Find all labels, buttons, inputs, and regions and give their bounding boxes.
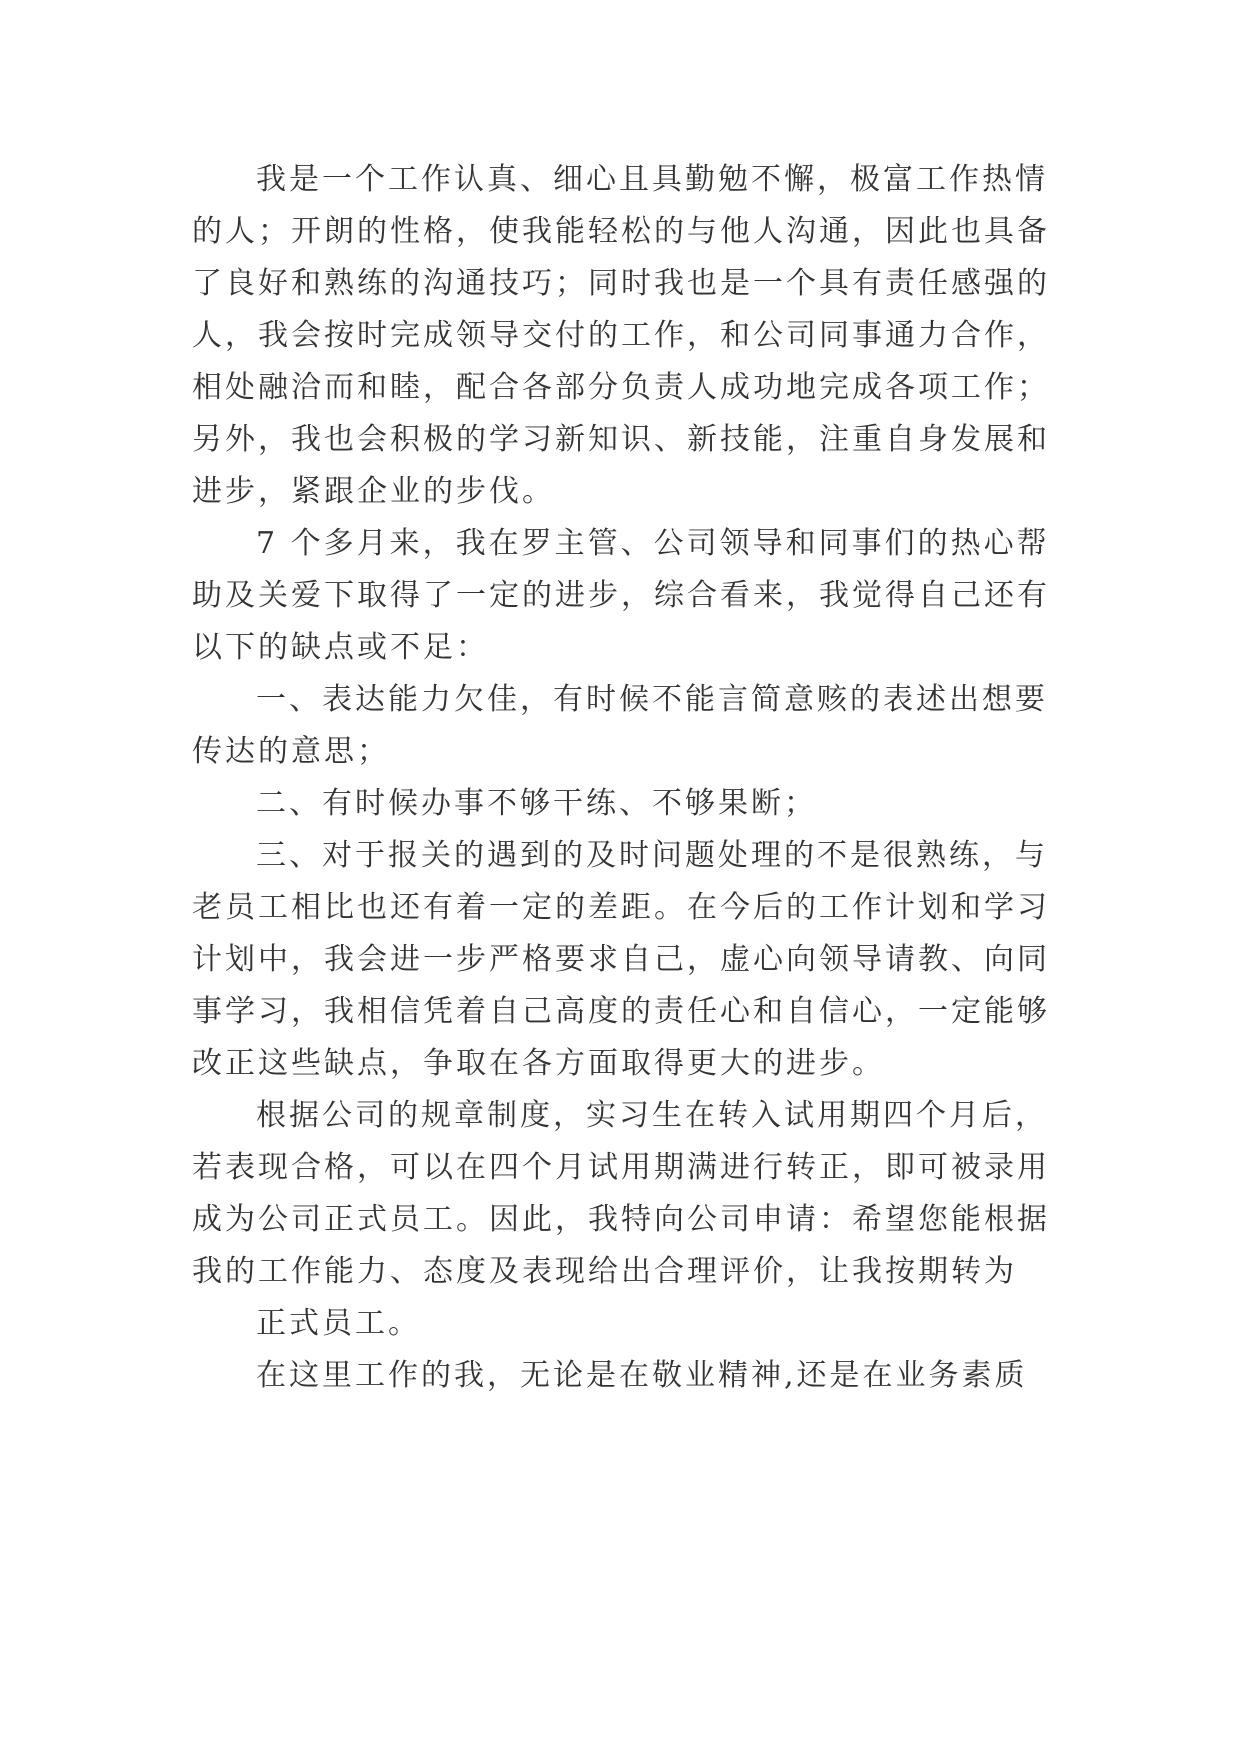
text-line: 的人；开朗的性格，使我能轻松的与他人沟通，因此也具备 <box>192 214 1050 249</box>
text-line: 传达的意思； <box>192 734 390 769</box>
text-line: 我是一个工作认真、细心且具勤勉不懈，极富工作热情 <box>256 162 1048 197</box>
text-line: 7 个多月来，我在罗主管、公司领导和同事们的热心帮 <box>256 526 1050 561</box>
text-line: 一、表达能力欠佳，有时候不能言简意赅的表述出想要 <box>256 682 1048 717</box>
text-line: 助及关爱下取得了一定的进步，综合看来，我觉得自己还有 <box>192 578 1050 613</box>
text-line: 若表现合格，可以在四个月试用期满进行转正，即可被录用 <box>192 1150 1050 1185</box>
text-line: 人，我会按时完成领导交付的工作，和公司同事通力合作， <box>192 318 1050 353</box>
text-line: 改正这些缺点，争取在各方面取得更大的进步。 <box>192 1046 885 1081</box>
text-line: 成为公司正式员工。因此，我特向公司申请：希望您能根据 <box>192 1202 1050 1237</box>
text-line: 进步，紧跟企业的步伐。 <box>192 474 555 509</box>
text-line: 正式员工。 <box>256 1306 421 1341</box>
text-line: 在这里工作的我，无论是在敬业精神,还是在业务素质 <box>256 1358 1028 1393</box>
text-line: 了良好和熟练的沟通技巧；同时我也是一个具有责任感强的 <box>192 266 1050 301</box>
text-line: 我的工作能力、态度及表现给出合理评价，让我按期转为 <box>192 1254 1017 1289</box>
text-line: 三、对于报关的遇到的及时问题处理的不是很熟练，与 <box>256 838 1048 873</box>
text-line: 根据公司的规章制度，实习生在转入试用期四个月后， <box>256 1098 1048 1133</box>
text-line: 二、有时候办事不够干练、不够果断； <box>256 786 817 821</box>
text-line: 另外，我也会积极的学习新知识、新技能，注重自身发展和 <box>192 422 1050 457</box>
text-line: 老员工相比也还有着一定的差距。在今后的工作计划和学习 <box>192 890 1050 925</box>
text-line: 计划中，我会进一步严格要求自己，虚心向领导请教、向同 <box>192 942 1050 977</box>
text-line: 以下的缺点或不足： <box>192 630 489 665</box>
text-line: 相处融洽而和睦，配合各部分负责人成功地完成各项工作； <box>192 370 1050 405</box>
text-line: 事学习，我相信凭着自己高度的责任心和自信心，一定能够 <box>192 994 1050 1029</box>
